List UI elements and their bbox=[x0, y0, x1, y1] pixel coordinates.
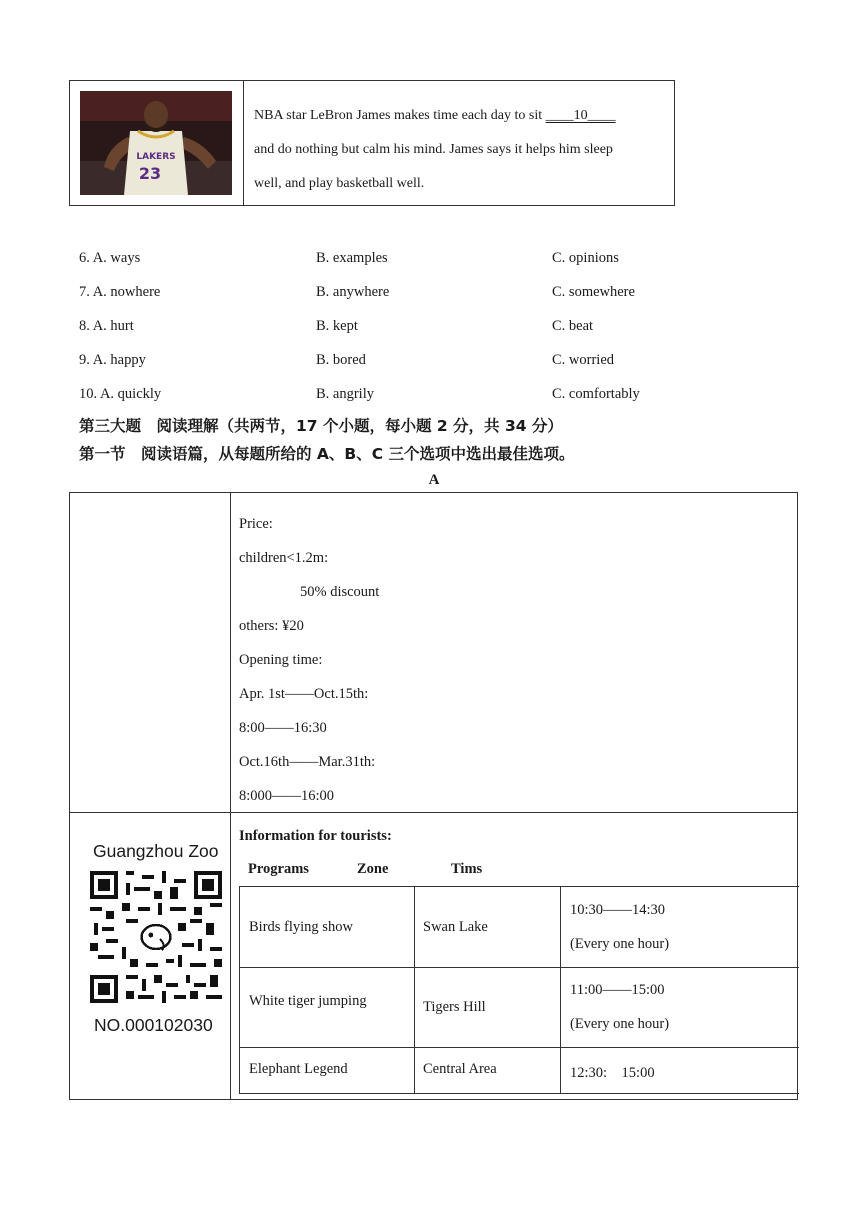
programs-table bbox=[239, 886, 799, 1094]
passage-line-2: and do nothing but calm his mind. James says it helps him sleep bbox=[254, 142, 613, 157]
period-2: Oct.16th——Mar.31th: bbox=[239, 754, 376, 770]
program-time: 10:30——14:30 bbox=[570, 902, 666, 918]
photo-cell bbox=[70, 81, 244, 205]
time-2: 8:000——16:00 bbox=[239, 788, 335, 804]
passage-line-1-text: NBA star LeBron James makes time each day to sit bbox=[254, 108, 546, 123]
price-info bbox=[239, 507, 379, 813]
program-frequency: (Every one hour) bbox=[570, 1016, 670, 1032]
program-zone: Tigers Hill bbox=[423, 999, 486, 1015]
discount-text: 50% discount bbox=[300, 584, 380, 600]
option-c: C. opinions bbox=[552, 250, 619, 266]
zoo-number: NO.000102030 bbox=[94, 1015, 213, 1035]
option-a: 8. A. hurt bbox=[79, 318, 134, 334]
option-b: B. angrily bbox=[316, 386, 374, 402]
question-9-options bbox=[79, 352, 839, 372]
jersey-number: 23 bbox=[138, 164, 162, 183]
passage-line-1 bbox=[254, 99, 664, 133]
option-a: 6. A. ways bbox=[79, 250, 141, 266]
option-c: C. somewhere bbox=[552, 284, 635, 300]
program-zone: Swan Lake bbox=[423, 919, 488, 935]
table-row bbox=[240, 887, 799, 968]
zoo-info-table bbox=[69, 492, 798, 1100]
question-7-options bbox=[79, 284, 839, 304]
option-c: C. comfortably bbox=[552, 386, 640, 402]
program-name: Birds flying show bbox=[249, 919, 353, 935]
table-row bbox=[240, 1047, 799, 1093]
time-1: 8:00——16:30 bbox=[239, 720, 327, 736]
program-zone: Central Area bbox=[423, 1061, 497, 1077]
children-price: children<1.2m: bbox=[239, 550, 329, 566]
passage-letter: A bbox=[428, 472, 440, 488]
option-a: 9. A. happy bbox=[79, 352, 146, 368]
option-b: B. bored bbox=[316, 352, 366, 368]
table-divider bbox=[70, 812, 797, 813]
option-b: B. examples bbox=[316, 250, 388, 266]
player-photo bbox=[80, 91, 232, 195]
passage-text bbox=[244, 81, 674, 205]
price-label: Price: bbox=[239, 516, 273, 532]
info-title: Information for tourists: bbox=[239, 828, 392, 844]
jersey-text: LAKERS bbox=[136, 152, 176, 162]
blank-10: ____10____ bbox=[545, 108, 616, 123]
header-programs: Programs bbox=[248, 861, 309, 877]
qr-code-icon bbox=[90, 871, 222, 1003]
table-divider bbox=[230, 493, 231, 1099]
zoo-title: Guangzhou Zoo bbox=[93, 841, 219, 861]
header-zone: Zone bbox=[357, 861, 389, 877]
option-a: 10. A. quickly bbox=[79, 386, 162, 402]
program-time: 11:00——15:00 bbox=[570, 982, 665, 998]
program-name: Elephant Legend bbox=[249, 1061, 348, 1077]
header-time: Tims bbox=[451, 861, 483, 877]
table-row bbox=[240, 967, 799, 1048]
option-b: B. anywhere bbox=[316, 284, 390, 300]
option-a: 7. A. nowhere bbox=[79, 284, 161, 300]
option-c: C. beat bbox=[552, 318, 594, 334]
question-8-options bbox=[79, 318, 839, 338]
part-3-heading: 第三大题 阅读理解（共两节，17 个小题，每小题 2 分，共 34 分） bbox=[79, 417, 563, 435]
program-time: 12:30: 15:00 bbox=[570, 1065, 655, 1081]
program-name: White tiger jumping bbox=[249, 993, 367, 1009]
option-b: B. kept bbox=[316, 318, 358, 334]
opening-label: Opening time: bbox=[239, 652, 323, 668]
program-frequency: (Every one hour) bbox=[570, 936, 670, 952]
passage-line-3: well, and play basketball well. bbox=[254, 176, 425, 191]
question-10-options bbox=[79, 386, 839, 406]
section-1-heading: 第一节 阅读语篇，从每题所给的 A、B、C 三个选项中选出最佳选项。 bbox=[79, 445, 575, 463]
option-c: C. worried bbox=[552, 352, 615, 368]
passage-box bbox=[69, 80, 675, 206]
player-illustration bbox=[80, 91, 232, 195]
period-1: Apr. 1st——Oct.15th: bbox=[239, 686, 369, 702]
question-6-options bbox=[79, 250, 839, 270]
others-price: others: ¥20 bbox=[239, 618, 304, 634]
